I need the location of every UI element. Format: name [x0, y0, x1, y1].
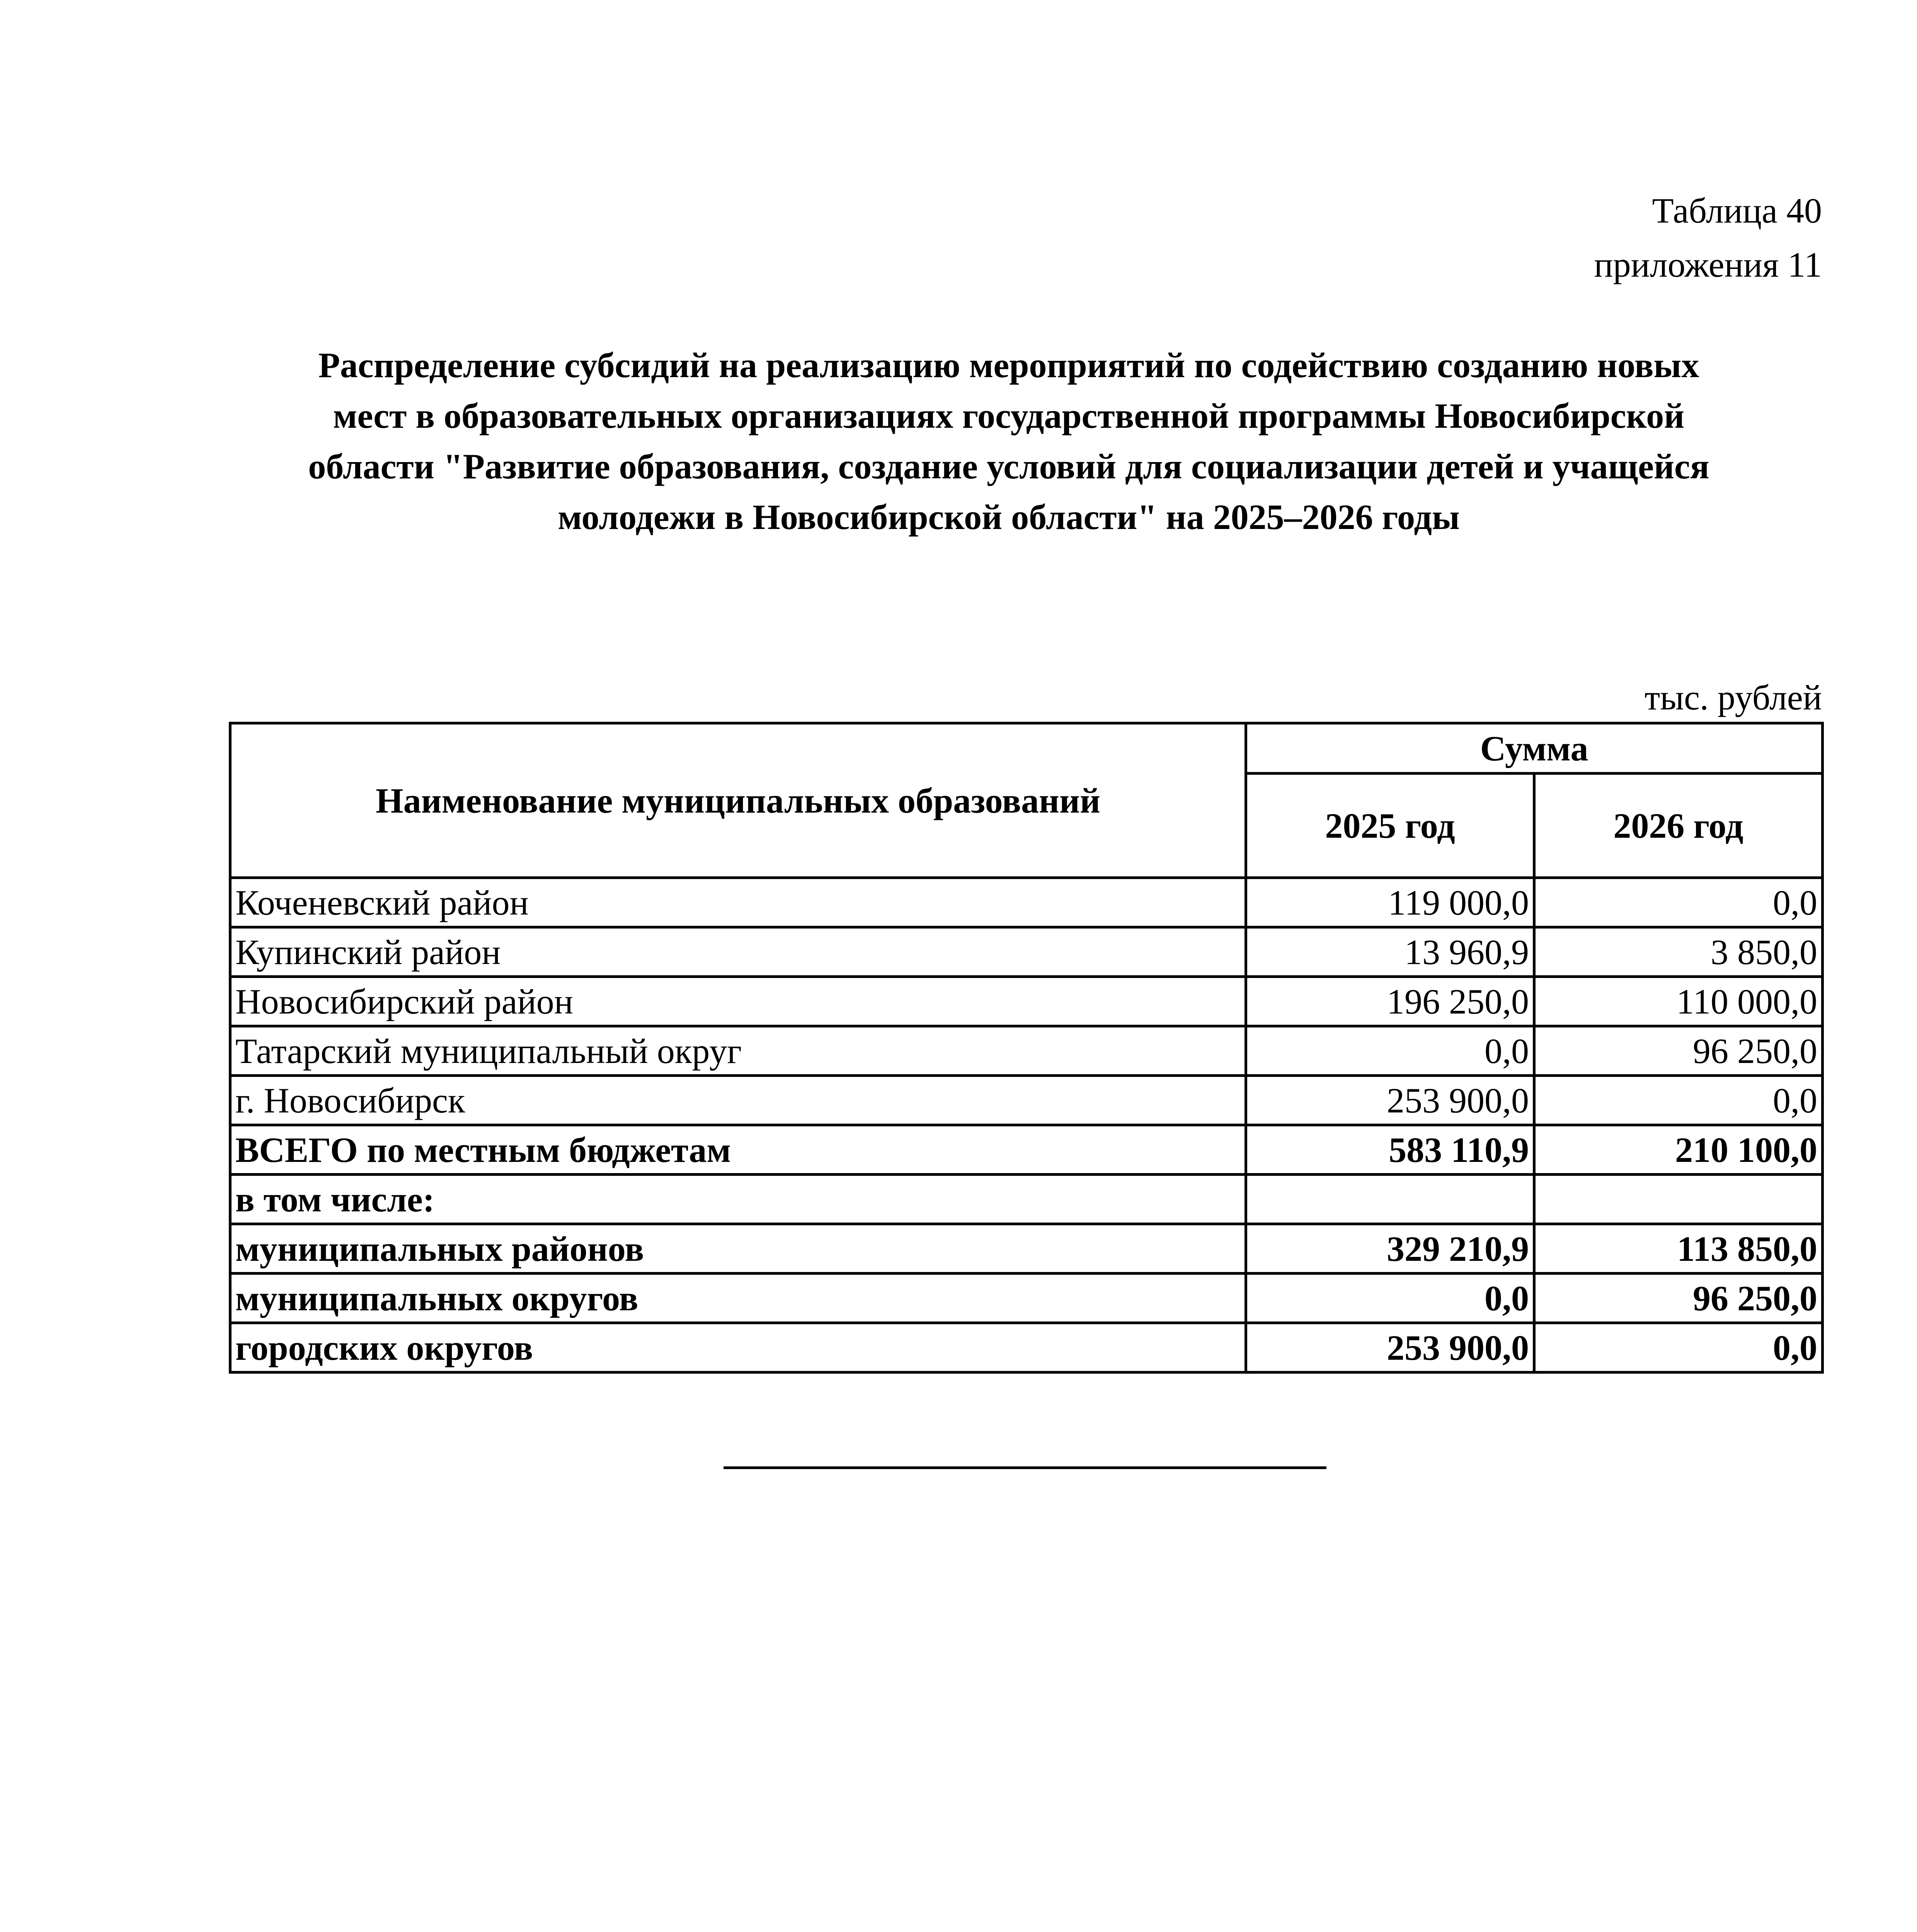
subtotal-row [230, 1224, 1823, 1274]
table-reference [1594, 184, 1822, 292]
row-value-2025: 253 900,0 [1246, 1076, 1534, 1125]
row-value-2026: 110 000,0 [1534, 977, 1823, 1026]
row-name: Коченевский район [230, 878, 1246, 927]
document-title [216, 340, 1801, 543]
row-value-2025: 13 960,9 [1246, 927, 1534, 977]
total-row [230, 1125, 1823, 1175]
row-value-2026: 0,0 [1534, 1323, 1823, 1372]
row-value-2025: 0,0 [1246, 1274, 1534, 1323]
row-value-2025: 0,0 [1246, 1026, 1534, 1076]
row-value-2026: 113 850,0 [1534, 1224, 1823, 1274]
appendix-number: приложения 11 [1594, 245, 1822, 284]
table-row [230, 878, 1823, 927]
row-name: Купинский район [230, 927, 1246, 977]
row-name: Татарский муниципальный округ [230, 1026, 1246, 1076]
subtotal-row [230, 1323, 1823, 1372]
subsidy-table [229, 722, 1824, 1374]
row-name: в том числе: [230, 1175, 1246, 1224]
column-header-2026: 2026 год [1534, 774, 1823, 878]
row-name: городских округов [230, 1323, 1246, 1372]
row-value-2025 [1246, 1175, 1534, 1224]
column-header-sum: Сумма [1246, 723, 1823, 774]
row-value-2026: 96 250,0 [1534, 1026, 1823, 1076]
row-value-2025: 253 900,0 [1246, 1323, 1534, 1372]
column-header-name: Наименование муниципальных образований [230, 723, 1246, 878]
row-name: Новосибирский район [230, 977, 1246, 1026]
title-line: молодежи в Новосибирской области" на 2025–2026 годы [558, 497, 1460, 537]
title-line: мест в образовательных организациях государственной программы Новосибирской [333, 396, 1685, 435]
row-value-2026: 210 100,0 [1534, 1125, 1823, 1175]
table-row [230, 977, 1823, 1026]
row-name: муниципальных районов [230, 1224, 1246, 1274]
row-value-2026: 96 250,0 [1534, 1274, 1823, 1323]
row-value-2025: 196 250,0 [1246, 977, 1534, 1026]
table-row [230, 1076, 1823, 1125]
title-line: области "Развитие образования, создание условий для социализации детей и учащейся [308, 447, 1709, 486]
row-value-2025: 583 110,9 [1246, 1125, 1534, 1175]
row-value-2025: 329 210,9 [1246, 1224, 1534, 1274]
row-value-2026: 0,0 [1534, 878, 1823, 927]
table-row [230, 1026, 1823, 1076]
row-value-2026: 3 850,0 [1534, 927, 1823, 977]
row-name: ВСЕГО по местным бюджетам [230, 1125, 1246, 1175]
end-divider-line [724, 1466, 1326, 1469]
table-row [230, 927, 1823, 977]
row-value-2025: 119 000,0 [1246, 878, 1534, 927]
subtotal-row [230, 1274, 1823, 1323]
row-name: муниципальных округов [230, 1274, 1246, 1323]
column-header-2025: 2025 год [1246, 774, 1534, 878]
subtotal-heading-row [230, 1175, 1823, 1224]
row-name: г. Новосибирск [230, 1076, 1246, 1125]
units-label: тыс. рублей [1645, 678, 1822, 717]
row-value-2026: 0,0 [1534, 1076, 1823, 1125]
title-line: Распределение субсидий на реализацию мероприятий по содействию созданию новых [318, 345, 1699, 385]
table-number: Таблица 40 [1652, 191, 1822, 230]
row-value-2026 [1534, 1175, 1823, 1224]
